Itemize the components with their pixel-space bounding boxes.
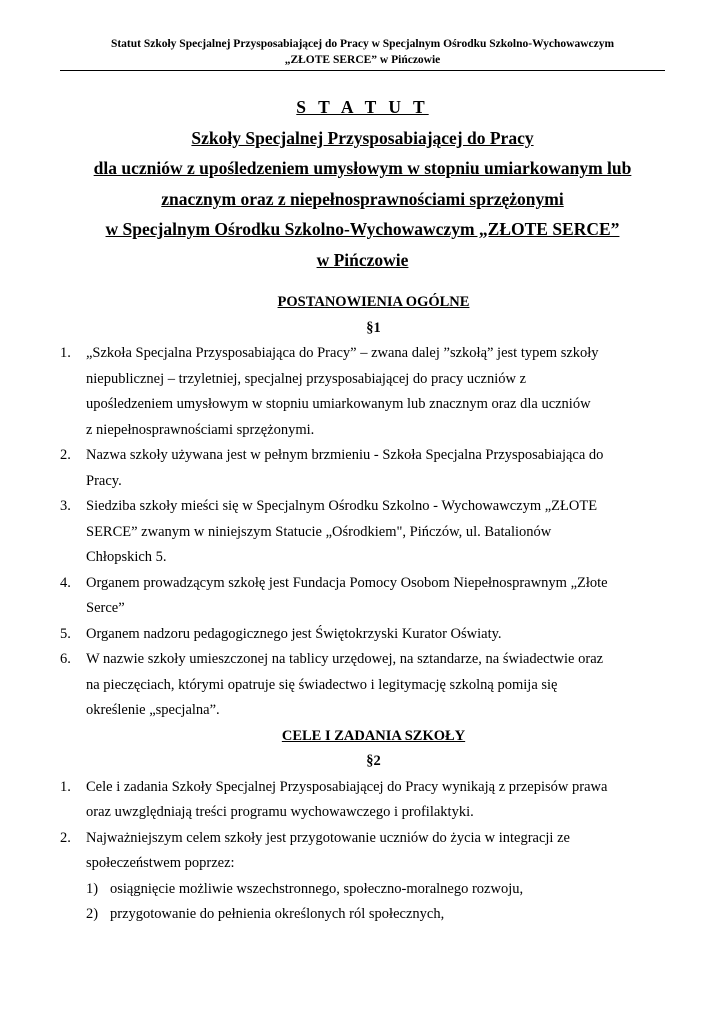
title-statut: S T A T U T	[296, 97, 429, 117]
title-line: w Pińczowie	[316, 249, 409, 270]
list-item: 2. Nazwa szkoły używana jest w pełnym brzmieniu - Szkoła Specjalna Przysposabiająca do Pracy.	[60, 447, 604, 489]
title-line: w Specjalnym Ośrodku Szkolno-Wychowawczym „ZŁOTE SERCE”	[105, 219, 620, 239]
sub-list-item: 2) przygotowanie do pełnienia określonych ról społecznych,	[86, 906, 445, 922]
title-line: znacznym oraz z niepełnosprawnościami sprzężonymi	[161, 188, 564, 209]
list-item: 1. „Szkoła Specjalna Przysposabiająca do Pracy” – zwana dalej ”szkołą” jest typem szkoły niepublicznej – trzyletniej, specjalnej przysposabiającej do pracy uczniów z upośledzeniem umysłowym w stopniu umiarkowanym lub znacznym oraz dla uczniów z niepełnosprawnościami sprzężonymi.	[60, 345, 599, 438]
sub-list-item: 1) osiągnięcie możliwie wszechstronnego, społeczno-moralnego rozwoju,	[86, 880, 524, 897]
paragraph-mark-2: §2	[366, 753, 381, 769]
section-heading-general: POSTANOWIENIA OGÓLNE	[277, 294, 470, 310]
list-item: 1. Cele i zadania Szkoły Specjalnej Przysposabiającej do Pracy wynikają z przepisów prawa oraz uwzględniają treści programu wychowawczego i profilaktyki.	[60, 778, 608, 820]
section-heading-goals: CELE I ZADANIA SZKOŁY	[281, 727, 466, 744]
list-item: 4. Organem prowadzącym szkołę jest Fundacja Pomocy Osobom Niepełnosprawnym „Złote Serce”	[60, 574, 608, 616]
page-header	[60, 36, 665, 71]
header-line-1: Statut Szkoły Specjalnej Przysposabiającej do Pracy w Specjalnym Ośrodku Szkolno-Wychowawczym	[110, 38, 615, 50]
document-body	[60, 290, 661, 928]
document-title	[40, 92, 685, 275]
header-line-2: „ZŁOTE SERCE” w Pińczowie	[284, 54, 441, 66]
list-item: 3. Siedziba szkoły mieści się w Specjalnym Ośrodku Szkolno - Wychowawczym „ZŁOTE SERCE” zwanym w niniejszym Statucie „Ośrodkiem", Pińczów, ul. Batalionów Chłopskich 5.	[60, 498, 598, 565]
title-line: Szkoły Specjalnej Przysposabiającej do Pracy	[191, 127, 534, 148]
paragraph-mark-1: §1	[366, 319, 381, 336]
list-item: 6. W nazwie szkoły umieszczonej na tablicy urzędowej, na sztandarze, na świadectwie oraz na pieczęciach, którymi opatruje się świadectwo i legitymację szkolną pomija się określenie „specjalna”.	[60, 651, 604, 718]
title-line: dla uczniów z upośledzeniem umysłowym w stopniu umiarkowanym lub	[93, 158, 632, 178]
list-item: 2. Najważniejszym celem szkoły jest przygotowanie uczniów do życia w integracji ze społeczeństwem poprzez: 1) osiągnięcie możliwie wszechstronnego, społeczno-moralnego rozwoju, 2) przygotowanie do pełnienia określonych ról społecznych,	[86, 826, 661, 928]
list-item: 5. Organem nadzoru pedagogicznego jest Świętokrzyski Kurator Oświaty.	[60, 625, 502, 642]
